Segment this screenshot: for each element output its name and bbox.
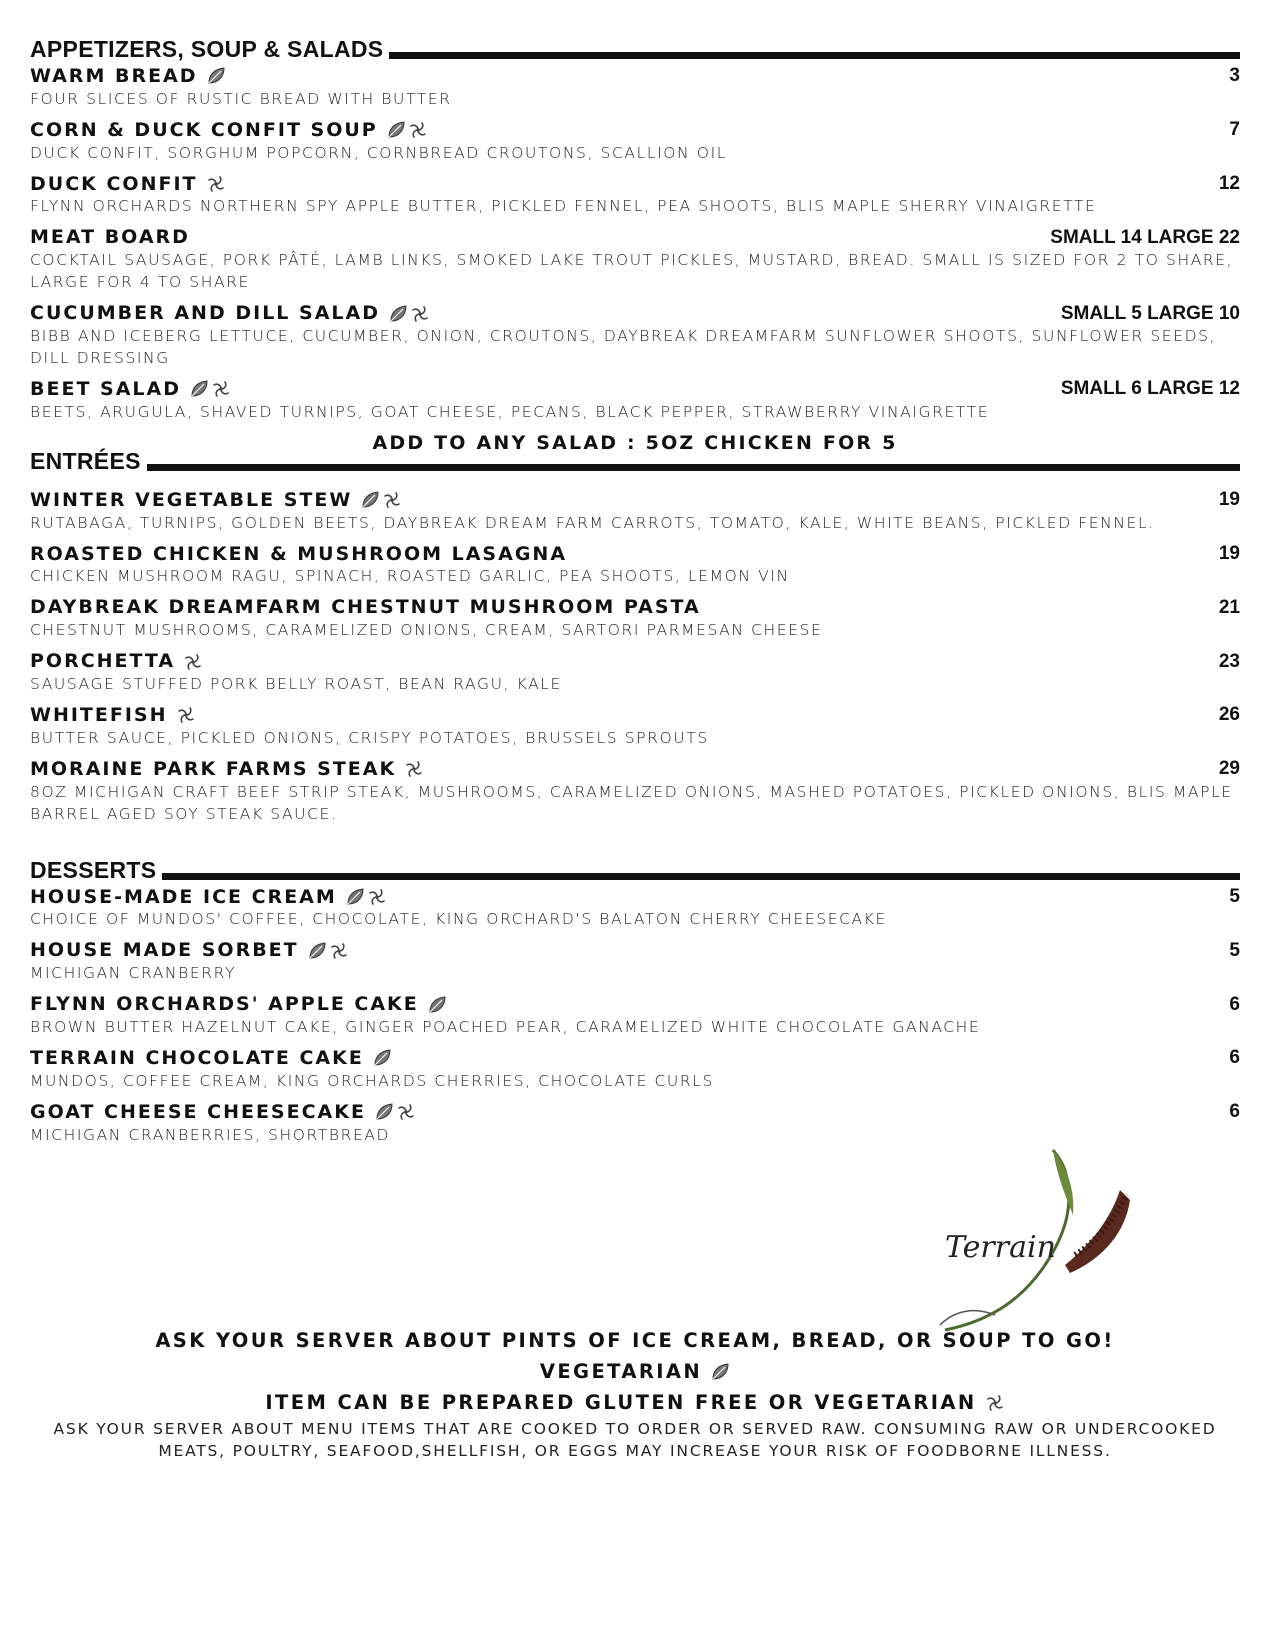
swirl-icon <box>985 1393 1005 1413</box>
menu-item <box>30 378 1240 423</box>
legend-gluten-free-text: ITEM CAN BE PREPARED GLUTEN FREE OR VEGETARIAN <box>265 1391 977 1414</box>
menu-footer <box>30 1325 1240 1462</box>
menu-item <box>30 65 1240 110</box>
appetizers-section-header <box>30 38 1240 61</box>
menu-item-name-text: ROASTED CHICKEN & MUSHROOM LASAGNA <box>30 542 568 565</box>
menu-item-description: COCKTAIL SAUSAGE, PORK PÂTÉ, LAMB LINKS, SMOKED LAKE TROUT PICKLES, MUSTARD, BREAD. SMALL IS SIZED FOR 2 TO SHARE, LARGE FOR 4 TO SHARE <box>30 251 1234 292</box>
menu-item-description: MICHIGAN CRANBERRY <box>30 964 237 983</box>
menu-item-row <box>30 173 1240 196</box>
menu-item-icons <box>206 174 226 194</box>
menu-item-row <box>30 226 1240 249</box>
logo-text: Terrain <box>945 1230 1056 1265</box>
appetizers-list <box>30 65 1240 423</box>
menu-item-name <box>30 596 701 619</box>
menu-item-name <box>30 886 387 909</box>
menu-page <box>30 38 1240 1155</box>
menu-item-name-text: WHITEFISH <box>30 703 168 726</box>
menu-item-price: 5 <box>1229 939 1240 961</box>
menu-item-row <box>30 596 1240 619</box>
menu-item-row <box>30 65 1240 88</box>
menu-item-description: BEETS, ARUGULA, SHAVED TURNIPS, GOAT CHEESE, PECANS, BLACK PEPPER, STRAWBERRY VINAIGRETTE <box>30 402 990 421</box>
leaf-icon <box>189 379 209 399</box>
leaf-icon <box>206 66 226 86</box>
menu-item-price: 26 <box>1218 704 1240 726</box>
menu-item-row <box>30 704 1240 727</box>
menu-item-icons <box>307 941 349 961</box>
section-title-entrees: ENTRÉES <box>30 447 141 474</box>
salad-add-on-note: ADD TO ANY SALAD : 5OZ CHICKEN FOR 5 <box>372 431 898 454</box>
menu-item-price: SMALL 14 LARGE 22 <box>1050 226 1240 248</box>
menu-item <box>30 173 1240 218</box>
menu-item-icons <box>183 652 203 672</box>
swirl-icon <box>329 941 349 961</box>
menu-item-name <box>30 758 424 781</box>
menu-item-row <box>30 119 1240 142</box>
menu-item-row <box>30 543 1240 566</box>
menu-item-name-text: MEAT BOARD <box>30 226 190 249</box>
menu-item-name-text: WINTER VEGETABLE STEW <box>30 488 353 511</box>
leaf-icon <box>427 995 447 1015</box>
menu-item-name <box>30 543 567 566</box>
menu-item-name-text: DAYBREAK DREAMFARM CHESTNUT MUSHROOM PASTA <box>30 596 701 619</box>
menu-item-icons <box>386 120 428 140</box>
menu-item-icons <box>427 995 447 1015</box>
section-title-appetizers: APPETIZERS, SOUP & SALADS <box>30 36 384 62</box>
menu-item-price: 5 <box>1229 885 1240 907</box>
menu-item-row <box>30 1047 1240 1070</box>
leaf-icon <box>388 304 408 324</box>
menu-item-name-text: HOUSE MADE SORBET <box>30 939 299 962</box>
leaf-icon <box>386 120 406 140</box>
menu-item-price: 29 <box>1218 758 1240 780</box>
menu-item-name <box>30 650 203 673</box>
menu-item <box>30 226 1240 293</box>
menu-item-description: BROWN BUTTER HAZELNUT CAKE, GINGER POACHED PEAR, CARAMELIZED WHITE CHOCOLATE GANACHE <box>30 1017 981 1036</box>
menu-item <box>30 650 1240 695</box>
menu-item-name-text: WARM BREAD <box>30 65 198 87</box>
menu-item-name-text: PORCHETTA <box>30 650 176 673</box>
menu-item-price: 6 <box>1229 1101 1240 1123</box>
menu-item-row <box>30 378 1240 401</box>
menu-item-description: CHESTNUT MUSHROOMS, CARAMELIZED ONIONS, CREAM, SARTORI PARMESAN CHEESE <box>30 621 823 640</box>
menu-item-name-text: CORN & DUCK CONFIT SOUP <box>30 118 378 141</box>
menu-item-description: MUNDOS, COFFEE CREAM, KING ORCHARDS CHERRIES, CHOCOLATE CURLS <box>30 1071 714 1090</box>
menu-item-name-text: TERRAIN CHOCOLATE CAKE <box>30 1046 364 1069</box>
menu-item-price: 19 <box>1218 542 1240 564</box>
menu-item-icons <box>374 1102 416 1122</box>
swirl-icon <box>183 652 203 672</box>
menu-item-name <box>30 993 447 1016</box>
menu-item-row <box>30 886 1240 909</box>
leaf-icon <box>372 1048 392 1068</box>
leaf-icon <box>360 490 380 510</box>
menu-item-price: 19 <box>1218 489 1240 511</box>
menu-item-price: 3 <box>1229 65 1240 87</box>
menu-item-icons <box>189 379 231 399</box>
menu-item-name <box>30 1101 416 1124</box>
menu-item-description: FOUR SLICES OF RUSTIC BREAD WITH BUTTER <box>30 89 452 108</box>
menu-item <box>30 1047 1240 1092</box>
menu-item <box>30 489 1240 534</box>
menu-item-description: CHOICE OF MUNDOS' COFFEE, CHOCOLATE, KING ORCHARD'S BALATON CHERRY CHEESECAKE <box>30 910 887 929</box>
menu-item-name-text: MORAINE PARK FARMS STEAK <box>30 757 397 780</box>
menu-item-row <box>30 489 1240 512</box>
to-go-text: ASK YOUR SERVER ABOUT PINTS OF ICE CREAM, BREAD, OR SOUP TO GO! <box>155 1329 1115 1352</box>
menu-item-name <box>30 302 430 325</box>
menu-item-name-text: CUCUMBER AND DILL SALAD <box>30 302 380 325</box>
menu-item-name <box>30 489 402 512</box>
menu-item-icons <box>176 705 196 725</box>
menu-item-row <box>30 302 1240 325</box>
menu-item-icons <box>345 887 387 907</box>
menu-item-description: 8OZ MICHIGAN CRAFT BEEF STRIP STEAK, MUSHROOMS, CARAMELIZED ONIONS, MASHED POTATOES, PICKLED ONIONS, BLIS MAPLE BARREL AGED SOY STEAK SAUCE. <box>30 782 1233 823</box>
menu-item-row <box>30 650 1240 673</box>
menu-item-row <box>30 993 1240 1016</box>
menu-item-icons <box>360 490 402 510</box>
section-rule <box>162 873 1240 880</box>
menu-item-icons <box>372 1048 392 1068</box>
legend-vegetarian-text: VEGETARIAN <box>539 1360 703 1383</box>
leaf-icon <box>710 1362 730 1382</box>
legend-gluten-free <box>30 1387 1240 1418</box>
menu-item-description: SAUSAGE STUFFED PORK BELLY ROAST, BEAN RAGU, KALE <box>30 674 562 693</box>
menu-item <box>30 119 1240 164</box>
menu-item-row <box>30 1101 1240 1124</box>
menu-item-price: SMALL 5 LARGE 10 <box>1060 302 1240 324</box>
menu-item-description: MICHIGAN CRANBERRIES, SHORTBREAD <box>30 1125 391 1144</box>
menu-item-name-text: DUCK CONFIT <box>30 172 198 195</box>
menu-item-description: BUTTER SAUCE, PICKLED ONIONS, CRISPY POTATOES, BRUSSELS SPROUTS <box>30 728 709 747</box>
section-title-desserts: DESSERTS <box>30 856 157 883</box>
menu-item-row <box>30 758 1240 781</box>
menu-item <box>30 1101 1240 1146</box>
terrain-logo <box>915 1145 1175 1350</box>
menu-item-icons <box>404 759 424 779</box>
menu-item <box>30 993 1240 1038</box>
menu-item-name-text: BEET SALAD <box>30 377 181 400</box>
menu-item-price: 6 <box>1229 993 1240 1015</box>
menu-item-name-text: GOAT CHEESE CHEESECAKE <box>30 1100 366 1123</box>
legend-vegetarian <box>30 1356 1240 1387</box>
menu-item-price: 6 <box>1229 1047 1240 1069</box>
swirl-icon <box>382 490 402 510</box>
leaf-icon <box>307 941 327 961</box>
menu-item-name-text: FLYNN ORCHARDS' APPLE CAKE <box>30 993 419 1016</box>
swirl-icon <box>408 120 428 140</box>
menu-item-icons <box>388 304 430 324</box>
swirl-icon <box>367 887 387 907</box>
menu-item-price: 12 <box>1218 172 1240 194</box>
menu-item <box>30 596 1240 641</box>
swirl-icon <box>206 174 226 194</box>
desserts-list <box>30 886 1240 1146</box>
swirl-icon <box>176 705 196 725</box>
leaf-icon <box>345 887 365 907</box>
swirl-icon <box>396 1102 416 1122</box>
menu-item-name <box>30 173 226 196</box>
swirl-icon <box>211 379 231 399</box>
menu-item-name <box>30 226 190 249</box>
menu-item <box>30 704 1240 749</box>
menu-item <box>30 758 1240 825</box>
menu-item-price: 23 <box>1218 650 1240 672</box>
menu-item-price: 21 <box>1218 596 1240 618</box>
menu-item-description: BIBB AND ICEBERG LETTUCE, CUCUMBER, ONION, CROUTONS, DAYBREAK DREAMFARM SUNFLOWER SHOOTS, SUNFLOWER SEEDS, DILL DRESSING <box>30 326 1217 367</box>
menu-item-name <box>30 1047 392 1070</box>
menu-item-name <box>30 119 428 142</box>
section-rule <box>389 52 1240 59</box>
swirl-icon <box>410 304 430 324</box>
leaf-icon <box>374 1102 394 1122</box>
swirl-icon <box>404 759 424 779</box>
menu-item-name <box>30 704 196 727</box>
menu-item-description: DUCK CONFIT, SORGHUM POPCORN, CORNBREAD CROUTONS, SCALLION OIL <box>30 143 727 162</box>
menu-item-price: SMALL 6 LARGE 12 <box>1060 378 1240 400</box>
menu-item-name <box>30 378 231 401</box>
menu-item-icons <box>206 66 226 86</box>
menu-item <box>30 886 1240 931</box>
menu-item-description: CHICKEN MUSHROOM RAGU, SPINACH, ROASTED GARLIC, PEA SHOOTS, LEMON VIN <box>30 567 790 586</box>
entrees-list <box>30 489 1240 825</box>
to-go-note <box>30 1325 1240 1356</box>
section-rule <box>147 464 1240 471</box>
menu-item-name <box>30 65 226 88</box>
menu-item-price: 7 <box>1229 119 1240 141</box>
menu-item-name-text: HOUSE-MADE ICE CREAM <box>30 885 337 908</box>
desserts-section-header <box>30 856 1240 883</box>
menu-item <box>30 939 1240 984</box>
menu-item-row <box>30 939 1240 962</box>
menu-item-description: FLYNN ORCHARDS NORTHERN SPY APPLE BUTTER, PICKLED FENNEL, PEA SHOOTS, BLIS MAPLE SHERRY VINAIGRETTE <box>30 197 1097 216</box>
menu-item <box>30 543 1240 588</box>
menu-item-name <box>30 939 349 962</box>
raw-food-warning: ASK YOUR SERVER ABOUT MENU ITEMS THAT ARE COOKED TO ORDER OR SERVED RAW. CONSUMING RAW OR UNDERCOOKED MEATS, POULTRY, SEAFOOD,SHELLFISH, OR EGGS MAY INCREASE YOUR RISK OF FOODBORNE ILLNESS. <box>53 1420 1217 1460</box>
menu-item <box>30 302 1240 369</box>
menu-item-description: RUTABAGA, TURNIPS, GOLDEN BEETS, DAYBREAK DREAM FARM CARROTS, TOMATO, KALE, WHITE BEANS, PICKLED FENNEL. <box>30 513 1155 532</box>
